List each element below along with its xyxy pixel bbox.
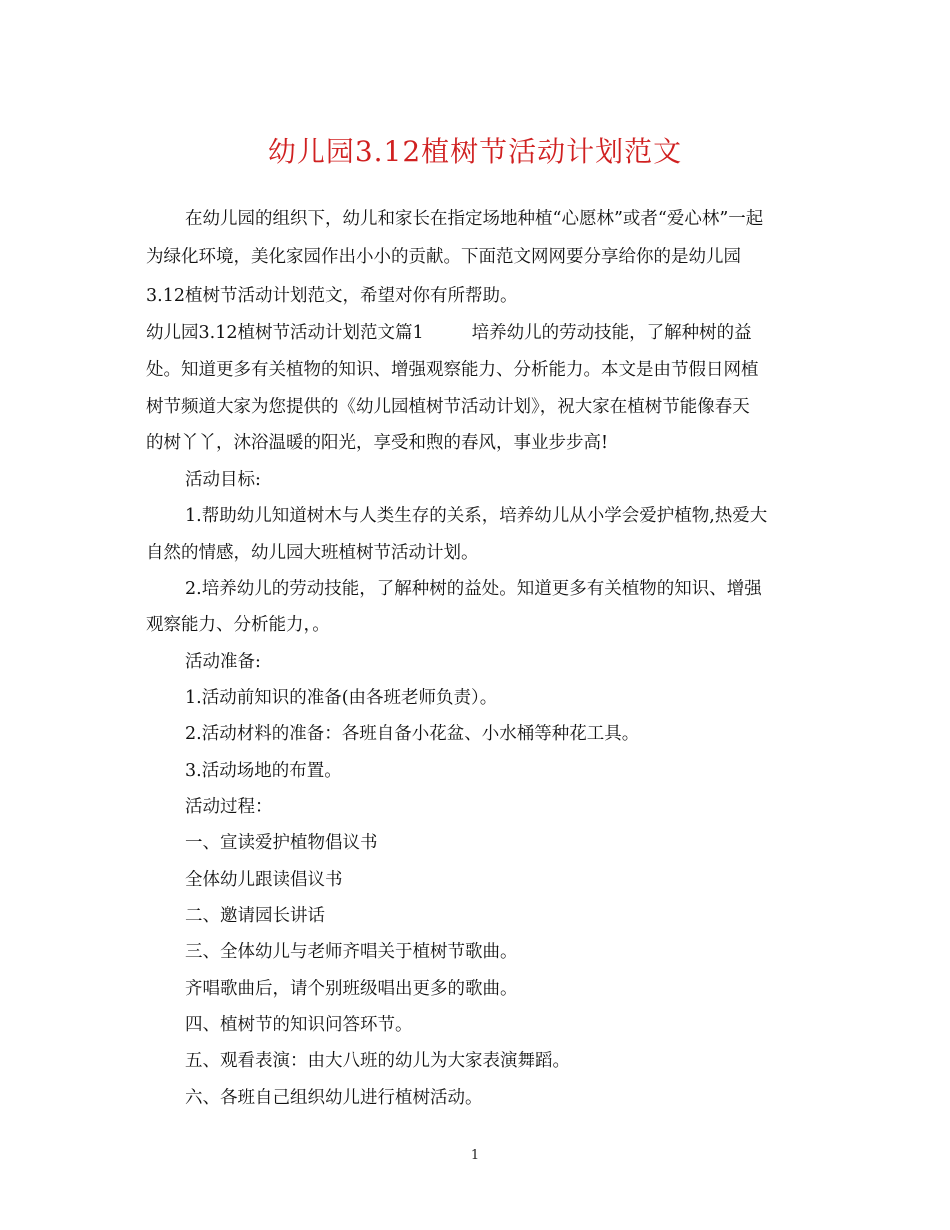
- body-line: 处。知道更多有关植物的知识、增强观察能力、分析能力。本文是由节假日网植: [146, 360, 759, 380]
- intro-line: 在幼儿园的组织下，幼儿和家长在指定场地种植“心愿林”或者“爱心林”一起: [185, 209, 764, 229]
- process-item: 五、观看表演：由大八班的幼儿为大家表演舞蹈。: [185, 1051, 570, 1071]
- body-line: 的树丫丫，沐浴温暖的阳光，享受和煦的春风，事业步步高!: [146, 433, 609, 453]
- intro-line: 为绿化环境，美化家园作出小小的贡献。下面范文网网要分享给你的是幼儿园: [146, 247, 741, 267]
- process-item: 二、邀请园长讲话: [185, 906, 325, 926]
- goals-heading: 活动目标:: [185, 470, 261, 490]
- document-title: 幼儿园3.12植树节活动计划范文: [267, 135, 683, 168]
- goal-line: 2.培养幼儿的劳动技能，了解种树的益处。知道更多有关植物的知识、增强: [185, 579, 762, 599]
- section-heading-line: [146, 322, 752, 344]
- process-item: 一、宣读爱护植物倡议书: [185, 833, 378, 853]
- process-item: 三、全体幼儿与老师齐唱关于植树节歌曲。: [185, 942, 518, 962]
- process-item: 六、各班自己组织幼儿进行植树活动。: [185, 1088, 483, 1108]
- process-item: 四、植树节的知识问答环节。: [185, 1015, 413, 1035]
- body-line: 树节频道大家为您提供的《幼儿园植树节活动计划》，祝大家在植树节能像春天: [146, 397, 750, 417]
- page-number: 1: [470, 1148, 480, 1163]
- prep-item: 2.活动材料的准备：各班自备小花盆、小水桶等种花工具。: [185, 724, 640, 744]
- process-item: 全体幼儿跟读倡议书: [185, 870, 343, 890]
- goal-line: 自然的情感，幼儿园大班植树节活动计划。: [146, 543, 479, 563]
- section-heading: 幼儿园3.12植树节活动计划范文篇1: [146, 323, 424, 343]
- intro-line: 3.12植树节活动计划范文，希望对你有所帮助。: [146, 286, 518, 306]
- section-lead: 培养幼儿的劳动技能，了解种树的益: [471, 323, 752, 343]
- prep-item: 3.活动场地的布置。: [185, 761, 342, 781]
- process-heading: 活动过程：: [185, 797, 273, 817]
- process-item: 齐唱歌曲后，请个别班级唱出更多的歌曲。: [185, 979, 518, 999]
- prep-item: 1.活动前知识的准备(由各班老师负责）。: [185, 688, 498, 708]
- goal-line: 1.帮助幼儿知道树木与人类生存的关系，培养幼儿从小学会爱护植物,热爱大: [185, 506, 768, 526]
- goal-line: 观察能力、分析能力，。: [146, 615, 330, 635]
- prep-heading: 活动准备:: [185, 652, 261, 672]
